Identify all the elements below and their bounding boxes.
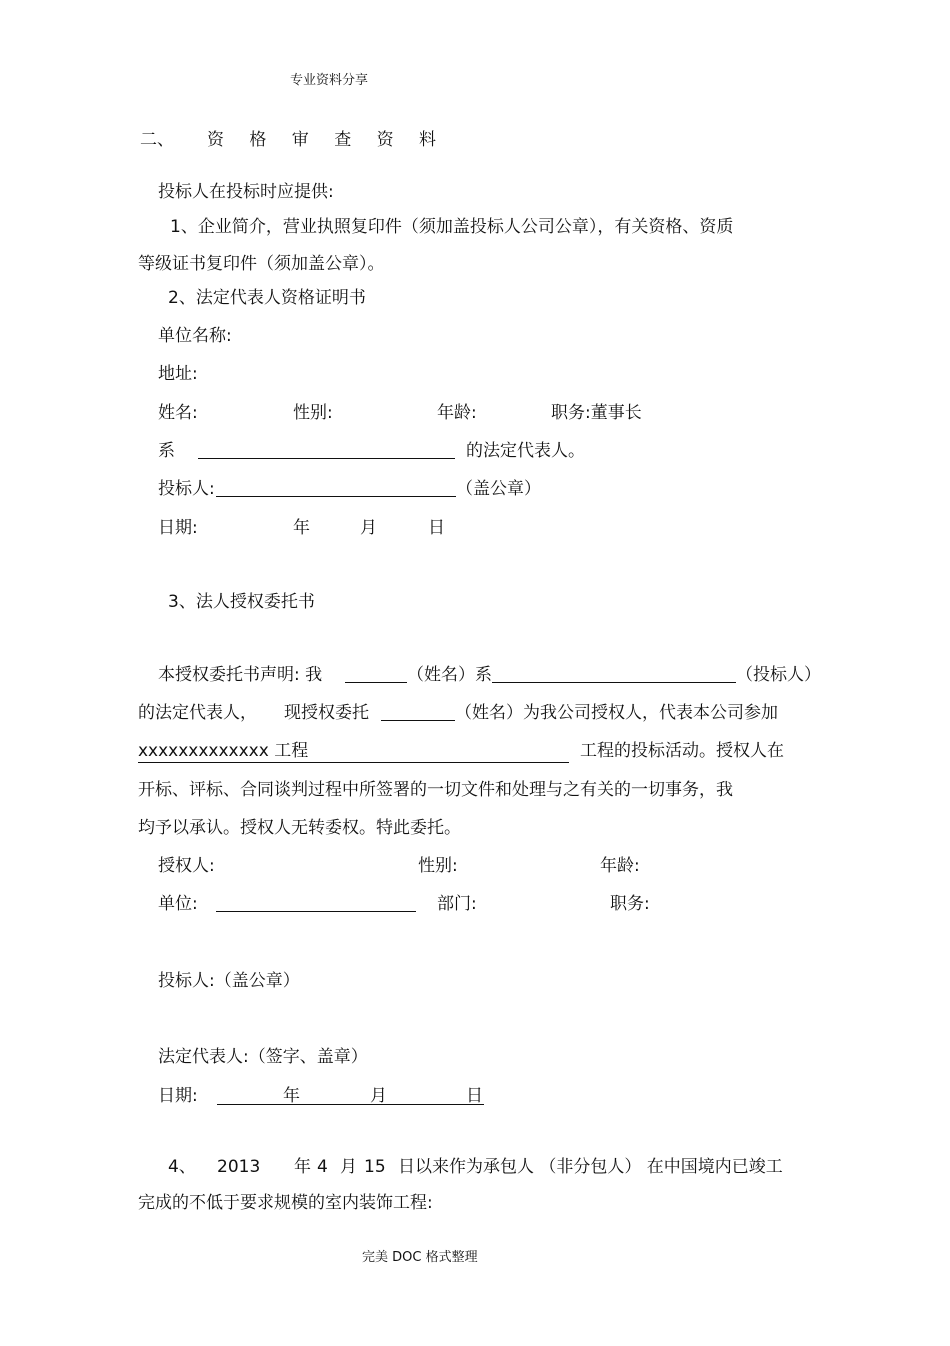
auth-legal-rep-sign: 法定代表人:（签字、盖章） [158,1047,368,1067]
grantee-position-label: 职务: [610,894,650,914]
item4-line2: 完成的不低于要求规模的室内装饰工程: [138,1193,433,1213]
xi-label: 系 [158,441,175,461]
auth-name-blank[interactable] [345,682,407,683]
grantee-name-blank[interactable] [381,720,455,721]
bidder-blank-line[interactable] [216,496,456,497]
auth-p1-bidder: （投标人） [736,665,821,685]
grantee-label: 授权人: [158,856,215,876]
item4-rest: 日以来作为承包人 （非分包人） 在中国境内已竣工 [398,1157,783,1177]
auth-date-blank[interactable] [217,1104,484,1105]
gender-label: 性别: [293,403,333,423]
position-label: 职务:董事长 [551,403,642,423]
auth-p4: 开标、评标、合同谈判过程中所签署的一切文件和处理与之有关的一切事务，我 [138,780,733,800]
grantee-unit-blank[interactable] [216,911,416,912]
address-label: 地址: [158,364,198,384]
project-name: xxxxxxxxxxxxx 工程 [138,741,309,761]
year-label: 年 [293,518,310,538]
auth-bidder-seal: 投标人:（盖公章） [158,971,300,991]
auth-p2b: 现授权委托 [284,703,369,723]
company-blank-line[interactable] [198,458,455,459]
item2-title: 2、法定代表人资格证明书 [168,288,366,308]
date-label: 日期: [158,518,198,538]
grantee-age-label: 年龄: [600,856,640,876]
name-label: 姓名: [158,403,198,423]
auth-p1-name: （姓名）系 [407,665,492,685]
auth-day-label: 日 [466,1086,483,1106]
project-name-line[interactable] [138,740,569,763]
auth-year-label: 年 [283,1086,300,1106]
item3-title: 3、法人授权委托书 [168,592,315,612]
auth-date-label: 日期: [158,1086,198,1106]
page-footer: 完美 DOC 格式整理 [362,1250,478,1265]
item4-month: 4 [317,1157,328,1177]
auth-p1: 本授权委托书声明: 我 [158,665,323,685]
item4-month-unit: 月 [340,1157,357,1177]
legal-rep-text: 的法定代表人。 [466,441,585,461]
item4-day: 15 [364,1157,386,1177]
seal-text: （盖公章） [456,479,541,499]
bidder-label: 投标人: [158,479,215,499]
month-label: 月 [360,518,377,538]
auth-p2a: 的法定代表人， [138,703,257,723]
item1-line1: 1、企业简介，营业执照复印件（须加盖投标人公司公章），有关资格、资质 [170,217,734,237]
intro-text: 投标人在投标时应提供: [158,182,334,202]
grantee-dept-label: 部门: [437,894,477,914]
auth-p5: 均予以承认。授权人无转委权。特此委托。 [138,818,461,838]
item4-year: 2013 [217,1157,261,1177]
grantee-gender-label: 性别: [418,856,458,876]
age-label: 年龄: [437,403,477,423]
section-title: 资 格 审 查 资 料 [207,130,447,150]
unit-name-label: 单位名称: [158,326,232,346]
auth-p2c: （姓名）为我公司授权人，代表本公司参加 [455,703,778,723]
item1-line2: 等级证书复印件（须加盖公章）。 [138,254,385,274]
item4-number: 4、 [168,1157,196,1177]
auth-month-label: 月 [370,1086,387,1106]
section-number: 二、 [140,130,174,150]
day-label: 日 [428,518,445,538]
page-header: 专业资料分享 [290,73,369,88]
auth-p3b: 工程的投标活动。授权人在 [580,741,784,761]
grantee-unit-label: 单位: [158,894,198,914]
auth-bidder-blank[interactable] [492,682,736,683]
item4-year-unit: 年 [294,1157,311,1177]
